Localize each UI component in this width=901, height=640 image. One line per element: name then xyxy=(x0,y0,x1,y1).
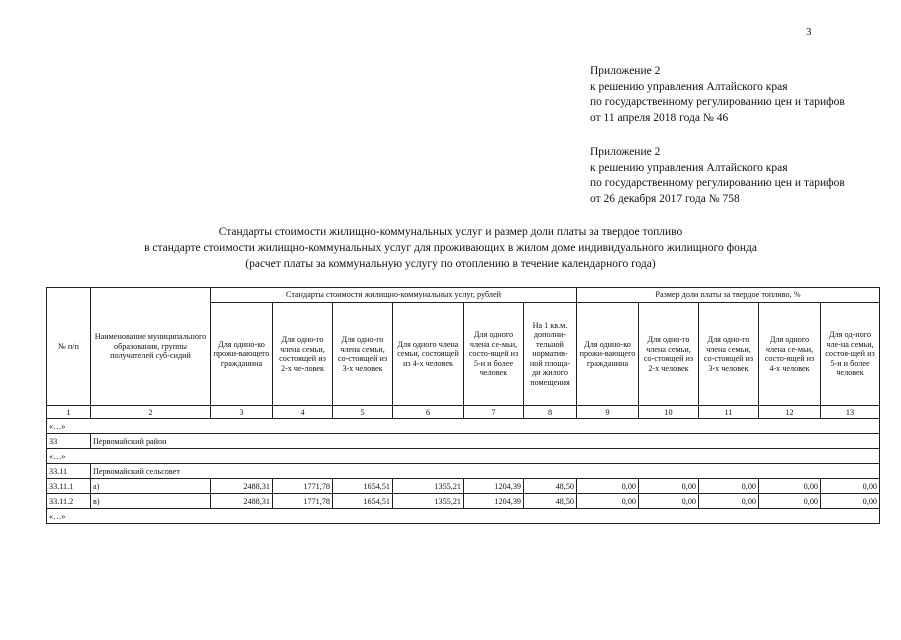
cell-value: 1654,51 xyxy=(333,494,393,509)
row-name: в) xyxy=(91,494,211,509)
ellipsis-row xyxy=(47,449,880,464)
header-share-2: Для одно-го члена семьи, со-стоящей из 2-х человек xyxy=(639,303,699,406)
cell-value: 1654,51 xyxy=(333,479,393,494)
appendix-line: Приложение 2 xyxy=(590,146,661,158)
cell-value: 0,00 xyxy=(577,479,639,494)
page-number: 3 xyxy=(806,26,812,38)
appendix-current xyxy=(590,64,845,126)
region-name: Первомайский район xyxy=(91,434,880,449)
appendix-previous xyxy=(590,145,845,207)
cell-value: 0,00 xyxy=(577,494,639,509)
ellipsis-cell: «…» xyxy=(47,449,880,464)
row-name: а) xyxy=(91,479,211,494)
table-row xyxy=(47,494,880,509)
column-number: 7 xyxy=(464,406,524,419)
cell-value: 0,00 xyxy=(699,494,759,509)
appendix-line: к решению управления Алтайского края xyxy=(590,161,788,174)
cell-value: 1771,78 xyxy=(273,494,333,509)
cell-value: 2488,31 xyxy=(211,479,273,494)
table-row xyxy=(47,479,880,494)
cell-value: 0,00 xyxy=(639,479,699,494)
council-number: 33.11 xyxy=(47,464,91,479)
council-row xyxy=(47,464,880,479)
column-number: 3 xyxy=(211,406,273,419)
cell-value: 1355,21 xyxy=(393,479,464,494)
appendix-line: Приложение 2 xyxy=(590,65,661,77)
header-standard-1: Для одино-ко прожи-вающего гражданина xyxy=(211,303,273,406)
cell-value: 2488,31 xyxy=(211,494,273,509)
region-number: 33 xyxy=(47,434,91,449)
column-number: 12 xyxy=(759,406,821,419)
cell-value: 1204,39 xyxy=(464,494,524,509)
appendix-line: от 11 апреля 2018 года № 46 xyxy=(590,111,729,124)
appendix-line: по государственному регулированию цен и тарифов xyxy=(590,177,845,189)
region-row xyxy=(47,434,880,449)
header-standard-5: Для одного члена се-мьи, состо-ящей из 5-и и более человек xyxy=(464,303,524,406)
ellipsis-row xyxy=(47,509,880,524)
column-number: 4 xyxy=(273,406,333,419)
column-number: 5 xyxy=(333,406,393,419)
column-number: 10 xyxy=(639,406,699,419)
header-standard-3: Для одно-го члена семьи, со-стоящей из 3-х человек xyxy=(333,303,393,406)
header-name: Наименование муниципального образования, группы получателей суб-сидий xyxy=(91,288,211,406)
column-number: 8 xyxy=(524,406,577,419)
appendix-line: к решению управления Алтайского края xyxy=(590,80,788,93)
ellipsis-cell: «…» xyxy=(47,509,880,524)
column-number: 13 xyxy=(821,406,880,419)
row-number: 33.11.2 xyxy=(47,494,91,509)
column-number: 6 xyxy=(393,406,464,419)
header-standard-2: Для одно-го члена семьи, состоящей из 2-х че-ловек xyxy=(273,303,333,406)
header-standard-4: Для одного члена семьи, состоящей из 4-х человек xyxy=(393,303,464,406)
header-share-5: Для од-ного чле-на семьи, состоя-щей из 5-и и более человек xyxy=(821,303,880,406)
header-group-share: Размер доли платы за твердое топливо, % xyxy=(577,288,880,303)
cell-value: 0,00 xyxy=(821,479,880,494)
title-line-2: в стандарте стоимости жилищно-коммунальных услуг для проживающих в жилом доме индивидуального жилищного фонда xyxy=(144,242,757,254)
cell-value: 0,00 xyxy=(759,479,821,494)
cell-value: 0,00 xyxy=(759,494,821,509)
row-number: 33.11.1 xyxy=(47,479,91,494)
cell-value: 48,50 xyxy=(524,479,577,494)
column-number: 1 xyxy=(47,406,91,419)
header-share-4: Для одного члена се-мьи, состо-ящей из 4-х человек xyxy=(759,303,821,406)
cell-value: 1355,21 xyxy=(393,494,464,509)
header-share-1: Для одино-ко прожи-вающего гражданина xyxy=(577,303,639,406)
column-number: 11 xyxy=(699,406,759,419)
column-number-row xyxy=(47,406,880,419)
header-standard-6: На 1 кв.м. дополни-тельной норматив-ной площа-ди жилого помещения xyxy=(524,303,577,406)
column-number: 2 xyxy=(91,406,211,419)
header-share-3: Для одно-го члена семьи, со-стоящей из 3-х человек xyxy=(699,303,759,406)
appendix-line: по государственному регулированию цен и тарифов xyxy=(590,96,845,108)
title-line-1: Стандарты стоимости жилищно-коммунальных услуг и размер доли платы за твердое топливо xyxy=(218,226,683,238)
header-number: № п/п xyxy=(47,288,91,406)
column-number: 9 xyxy=(577,406,639,419)
council-name: Первомайский сельсовет xyxy=(91,464,880,479)
ellipsis-cell: «…» xyxy=(47,419,880,434)
appendix-line: от 26 декабря 2017 года № 758 xyxy=(590,192,740,205)
cell-value: 0,00 xyxy=(639,494,699,509)
cell-value: 0,00 xyxy=(699,479,759,494)
cell-value: 1771,78 xyxy=(273,479,333,494)
header-group-standards: Стандарты стоимости жилищно-коммунальных услуг, рублей xyxy=(211,288,577,303)
title-line-3: (расчет платы за коммунальную услугу по отоплению в течение календарного года) xyxy=(245,258,656,270)
document-title xyxy=(0,224,901,272)
cell-value: 0,00 xyxy=(821,494,880,509)
cell-value: 1204,39 xyxy=(464,479,524,494)
cell-value: 48,50 xyxy=(524,494,577,509)
ellipsis-row xyxy=(47,419,880,434)
standards-table xyxy=(46,287,880,524)
